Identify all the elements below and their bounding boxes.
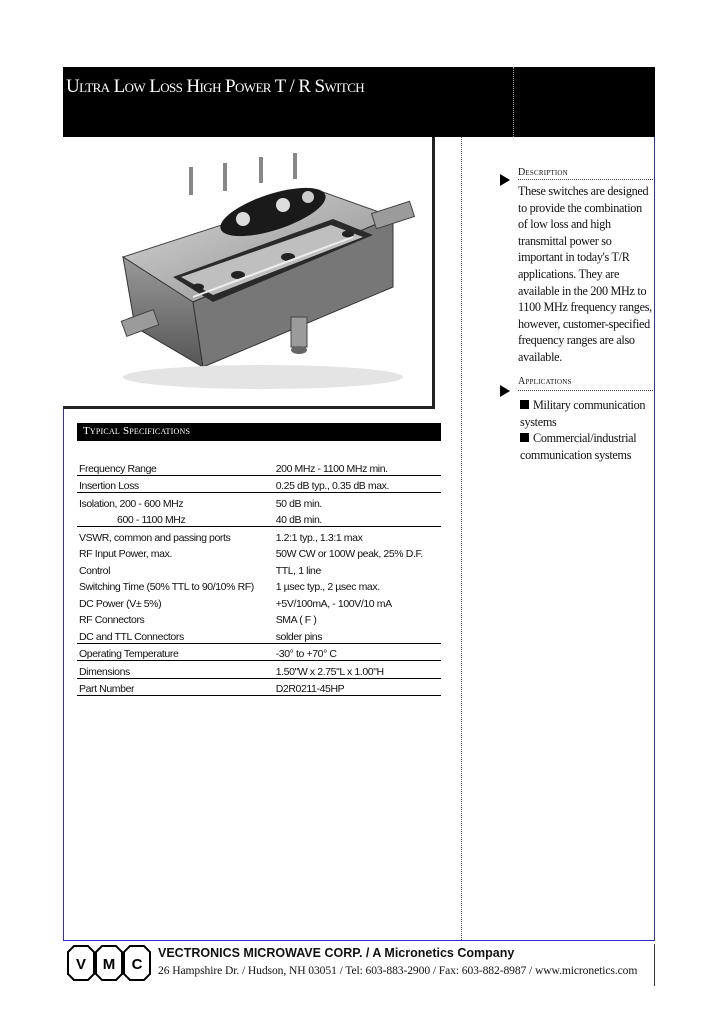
spec-value: 50 dB min.	[275, 497, 322, 510]
column-divider	[461, 137, 462, 940]
applications-heading: Applications	[518, 376, 572, 387]
spec-label: Control	[79, 564, 111, 577]
spec-label: Isolation, 200 - 600 MHz	[79, 497, 184, 510]
table-row	[77, 510, 441, 527]
applications-rule	[518, 390, 653, 391]
footer-divider	[654, 944, 655, 986]
spec-label: Operating Temperature	[77, 643, 276, 661]
table-row	[77, 458, 441, 475]
table-row	[77, 544, 441, 561]
spec-value: D2R0211-45HP	[276, 678, 441, 696]
spec-label: RF Connectors	[79, 614, 145, 626]
spec-label: DC Power (V± 5%)	[79, 597, 162, 610]
page-title: Ultra Low Loss High Power T / R Switch	[66, 76, 365, 97]
applications-list	[520, 397, 655, 463]
arrow-right-icon	[500, 174, 510, 186]
vmc-logo	[64, 944, 154, 989]
description-heading: Description	[518, 167, 568, 178]
application-text: Military communication systems	[520, 398, 646, 429]
arrow-right-icon	[500, 385, 510, 397]
square-bullet-icon	[520, 400, 529, 409]
spec-value: SMA ( F )	[275, 614, 317, 626]
logo-letter-c: C	[131, 956, 143, 973]
spec-label: DC and TTL Connectors	[77, 626, 276, 643]
footer-rule	[63, 940, 655, 941]
table-row	[77, 593, 441, 610]
company-address: 26 Hampshire Dr. / Hudson, NH 03051 / Tel: 603-883-2900 / Fax: 603-882-8987 / www.micronetics.com	[158, 964, 638, 977]
spec-value: 1.2:1 typ., 1.3:1 max	[275, 531, 363, 544]
table-row	[77, 626, 441, 643]
spec-label: VSWR, common and passing ports	[79, 531, 231, 544]
table-row	[77, 527, 441, 544]
table-row	[77, 678, 441, 696]
spec-label: Part Number	[77, 678, 276, 696]
spec-label: Dimensions	[77, 661, 276, 679]
list-item	[520, 397, 655, 430]
company-name: VECTRONICS MICROWAVE CORP. / A Micronetics Company	[158, 946, 515, 960]
spec-value: +5V/100mA, - 100V/10 mA	[275, 597, 392, 610]
table-row	[77, 610, 441, 627]
application-text: Commercial/industrial communication systems	[520, 431, 637, 462]
table-row	[77, 643, 441, 661]
list-item	[520, 430, 655, 463]
spec-value: -30° to +70° C	[276, 643, 441, 661]
spec-value: 50W CW or 100W peak, 25% D.F.	[275, 548, 423, 560]
spec-value: 1.50"W x 2.75"L x 1.00"H	[276, 661, 441, 679]
specs-heading-bar	[77, 423, 441, 441]
spec-label: Frequency Range	[77, 458, 276, 475]
spec-label: Insertion Loss	[77, 475, 276, 493]
header-divider	[513, 67, 514, 137]
description-text: These switches are designed to provide the combination of low loss and high transmittal power so important in today's T/R applications. They are available in the 200 MHz to 1100 MHz frequency ranges, however, customer-specified frequency ranges are also available.	[518, 184, 652, 364]
product-photo	[63, 137, 435, 409]
logo-letter-m: M	[102, 956, 116, 973]
description-rule	[518, 179, 653, 180]
table-row	[77, 661, 441, 679]
table-row	[77, 577, 441, 594]
spec-label: Switching Time (50% TTL to 90/10% RF)	[79, 581, 254, 593]
spec-value: solder pins	[276, 626, 441, 643]
spec-value: 200 MHz - 1100 MHz min.	[276, 458, 441, 475]
table-row	[77, 560, 441, 577]
table-row	[77, 493, 441, 510]
switch-module-illustration	[63, 137, 432, 406]
spec-label: RF Input Power, max.	[79, 548, 172, 560]
table-row	[77, 475, 441, 493]
logo-letter-v: V	[75, 956, 87, 973]
spec-value: TTL, 1 line	[275, 564, 321, 577]
spec-value: 1 µsec typ., 2 µsec max.	[275, 581, 380, 593]
spec-value: 0.25 dB typ., 0.35 dB max.	[276, 475, 441, 493]
specs-table	[77, 458, 441, 696]
square-bullet-icon	[520, 433, 529, 442]
specs-heading: Typical Specifications	[83, 425, 191, 437]
spec-value: 40 dB min.	[276, 510, 441, 527]
spec-label: 600 - 1100 MHz	[77, 510, 276, 527]
